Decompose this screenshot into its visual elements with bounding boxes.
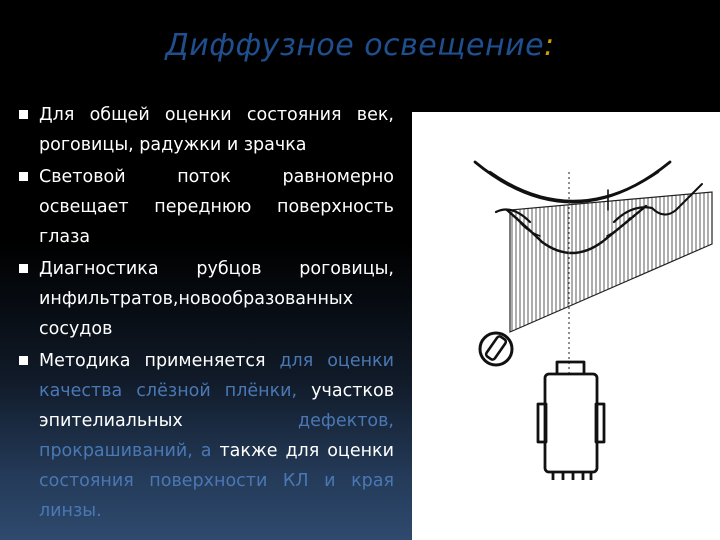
diffuser-filter-icon <box>480 333 512 365</box>
bullet-item <box>18 346 394 526</box>
slide-title <box>0 28 720 63</box>
bullet-item <box>18 100 394 160</box>
illumination-lamp-icon <box>538 362 604 480</box>
diffuse-illumination-illustration <box>412 112 720 540</box>
bullet-text-highlight: состояния поверхности КЛ и края линзы. <box>39 471 394 521</box>
bullet-list <box>18 100 394 528</box>
bullet-text-plain: также для оценки <box>211 441 394 461</box>
title-colon: : <box>544 28 555 63</box>
light-beam-hatching <box>512 192 708 331</box>
title-text: Диффузное освещение <box>165 28 545 63</box>
bullet-text-highlight: для оценки качества слёзной плёнки, <box>39 351 394 401</box>
bullet-text-highlight: дефектов, прокрашиваний, а <box>39 411 394 461</box>
bullet-text: Для общей оценки состояния век, роговицы, радужки и зрачка <box>39 105 394 155</box>
bullet-text-plain: участков эпителиальных <box>39 381 395 431</box>
illustration-panel <box>412 112 720 540</box>
bullet-text: Диагностика рубцов роговицы, инфильтратов,новообразованных сосудов <box>39 259 394 339</box>
bullet-item <box>18 162 394 252</box>
bullet-item <box>18 254 394 344</box>
bullet-text: Световой поток равномерно освещает переднюю поверхность глаза <box>39 167 394 247</box>
bullet-text-plain: Методика применяется <box>39 351 280 371</box>
